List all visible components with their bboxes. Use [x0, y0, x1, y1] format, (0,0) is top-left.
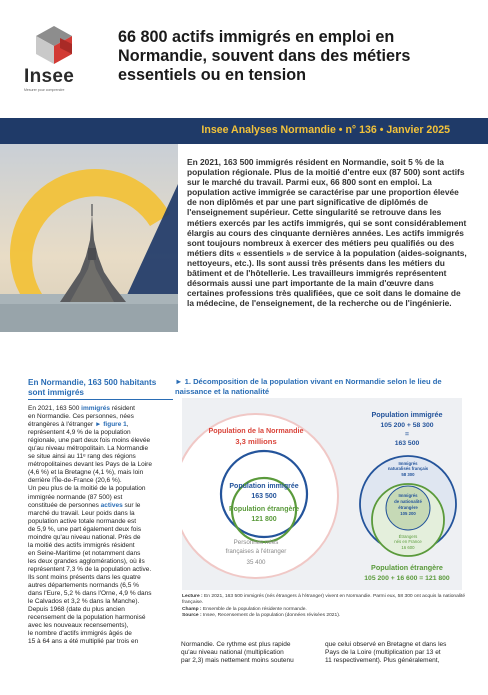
body-right-column: [325, 641, 465, 665]
right-immigree-eq1: 105 200 + 58 300: [380, 422, 434, 429]
abstract-text: En 2021, 163 500 immigrés résident en Normandie, soit 5 % de la population régionale. Plus de la moitié d'entre eux (87 500) sont actifs sur le marché du travail. Parmi eux, 66 800 sont en emploi. La population active immigrée se caractérise par une proportion élevée de non diplômés et par une part significative de diplômés de l'enseignement supérieur. Cette singularité se retrouve dans les métiers exercés par les actifs immigrés, qui se sont considérablement élargis au cours des cinquante dernières années. Les actifs immigrés sont toujours nombreux à exercer des métiers peu qualifiés ou des métiers dits « essentiels » de service à la population (aides-soignants, nettoyeurs, etc.). Ils sont aussi très présents dans les métiers du bâtiment et de l'hôtellerie. Les travailleurs immigrés représentent désormais aussi une part importante de la main d'œuvre dans certaines professions très qualifiées, que ce soit dans le domaine de la médecine, de l'enseignement, de la recherche ou de l'ingénierie.: [187, 157, 467, 309]
actives-link[interactable]: actives: [100, 501, 123, 509]
hero-illustration: [0, 144, 178, 332]
body-line: Normandie. Ce rythme est plus rapide: [181, 641, 291, 648]
body-line: de 5,9 %, une part également deux fois: [28, 525, 142, 533]
logo-cube-icon: [32, 24, 76, 64]
body-line: que celui observé en Bretagne et dans les: [325, 641, 447, 648]
normandie-value: 3,3 millions: [235, 437, 277, 446]
figure-diagram: [182, 398, 462, 590]
body-line: représentent 7,3 % de la population active.: [28, 565, 152, 573]
body-line: par 2,3) mais nettement moins soutenu: [181, 657, 294, 665]
insee-logo: [24, 24, 94, 94]
body-line: population active totale normande est: [28, 517, 137, 525]
body-line: métropolitaines devant les Pays de la Loire: [28, 461, 152, 469]
body-line: le nombre d'actifs immigrés âgés de: [28, 630, 132, 638]
body-line: constituée de personnes actives sur le: [28, 501, 141, 509]
series-banner: [0, 118, 488, 144]
nationalite-label-3: étrangère: [398, 505, 418, 510]
page-title: 66 800 actifs immigrés en emploi en Normandie, souvent dans des métiers essentiels ou en tension: [118, 28, 411, 84]
nes-fr-label-1: Personnes nées: [233, 539, 279, 546]
body-line: (4,6 %) et la Bretagne (4,1 %), mais loin: [28, 469, 144, 477]
etrangers-fr-value: 16 600: [401, 545, 415, 550]
venn-diagram: [182, 398, 462, 590]
nes-fr-value: 35 400: [246, 559, 266, 566]
right-immigree-eq2: =: [405, 431, 409, 438]
body-line: recensement de la population harmonisé: [28, 614, 146, 622]
body-line: le Calvados et 3,2 % dans la Manche).: [28, 598, 140, 606]
body-line: autres départements normands (6,5 %: [28, 582, 139, 590]
body-line: en Normandie. Ces personnes, nées: [28, 413, 134, 421]
logo-tagline: Mesurer pour comprendre: [24, 88, 65, 92]
body-line: immigrée normande (87 500) est: [28, 493, 123, 501]
body-line: régionale, une part deux fois moins élevée: [28, 437, 151, 445]
right-immigree-total: 163 500: [394, 440, 420, 447]
etrangere-label: Population étrangère: [228, 506, 300, 513]
body-line: Un peu plus de la moitié de la population: [28, 485, 146, 493]
body-line: se situe ainsi au 11ᵉ rang des régions: [28, 453, 136, 461]
body-line: 11 respectivement). Plus généralement,: [325, 657, 440, 665]
body-line: 15 à 64 ans a été multiplié par trois en: [28, 638, 139, 646]
right-etrangere-eq: 105 200 + 16 600 = 121 800: [364, 575, 450, 582]
etrangers-fr-label-1: Étrangers: [398, 534, 418, 539]
body-line: étrangères à l'étranger ► figure 1,: [28, 421, 129, 429]
immigree-label: Population immigrée: [229, 483, 299, 490]
body-line: qu'au niveau métropolitain. La Normandie: [28, 445, 149, 453]
body-line: avec les nouveaux recensements),: [28, 622, 129, 630]
body-line: dans l'Eure, 5,2 % dans l'Orne, 4,9 % dans: [28, 590, 152, 598]
etrangere-value: 121 800: [251, 516, 277, 523]
nationalite-label-1: Immigrés: [398, 493, 418, 498]
series-label: Insee Analyses Normandie • n° 136 • Janvier 2025: [201, 124, 450, 136]
nes-fr-label-2: françaises à l'étranger: [225, 548, 287, 555]
body-line: en Seine-Maritime (et notamment dans: [28, 549, 141, 557]
body-line: marché du travail. Leur poids dans la: [28, 509, 135, 517]
naturalises-label-1: Immigrés: [398, 461, 418, 466]
naturalises-value: 58 300: [401, 472, 415, 477]
figure-1-link[interactable]: ► figure 1: [95, 421, 127, 429]
body-line: Depuis 1968 (date du plus ancien: [28, 606, 125, 614]
normandie-label: Population de la Normandie: [208, 426, 304, 435]
immigres-link[interactable]: immigrés: [81, 405, 111, 412]
figure-title: ► 1. Décomposition de la population vivant en Normandie selon le lieu de naissance et la nationalité: [175, 377, 442, 396]
body-line: Pays de la Loire (multiplication par 13 et: [325, 649, 441, 657]
body-line: les deux grandes agglomérations), où ils: [28, 557, 145, 565]
body-line: moindre qu'au niveau national. Près de: [28, 533, 141, 541]
section-divider: [28, 399, 173, 400]
mont-saint-michel-image: [0, 144, 178, 332]
nationalite-value: 105 200: [400, 511, 416, 516]
body-line: Ils sont moins présents dans les quatre: [28, 573, 141, 581]
lecture-note: Lecture : En 2021, 163 500 immigrés (nés étrangers à l'étranger) vivent en Normandie. Parmi eux, 58 300 ont acquis la nationalité française.: [182, 594, 466, 606]
right-etrangere-title: Population étrangère: [371, 563, 443, 572]
source-note: Source : Insee, Recensement de la population (données révisées 2021).: [182, 613, 341, 619]
nationalite-label-2: de nationalité: [394, 499, 422, 504]
figure-notes: [182, 594, 472, 620]
section-heading: En Normandie, 163 500 habitants sont immigrés: [28, 378, 157, 397]
body-line: qu'au niveau national (multiplication: [181, 649, 284, 657]
body-line: derrière l'Île-de-France (20,6 %).: [28, 477, 122, 485]
body-line: représentent 4,9 % de la population: [28, 429, 131, 437]
section-body: [28, 405, 173, 646]
champ-note: Champ : Ensemble de la population résidente normande.: [182, 606, 307, 612]
body-line: En 2021, 163 500 immigrés résident: [28, 405, 135, 412]
etrangers-fr-label-2: nés en France: [394, 539, 422, 544]
body-middle-column: [181, 641, 316, 665]
naturalises-label-2: naturalisés français: [387, 466, 429, 471]
right-immigree-title: Population immigrée: [371, 410, 443, 419]
body-line: la moitié des actifs immigrés résident: [28, 541, 135, 549]
immigree-value: 163 500: [251, 493, 277, 500]
logo-text: Insee: [24, 66, 75, 87]
